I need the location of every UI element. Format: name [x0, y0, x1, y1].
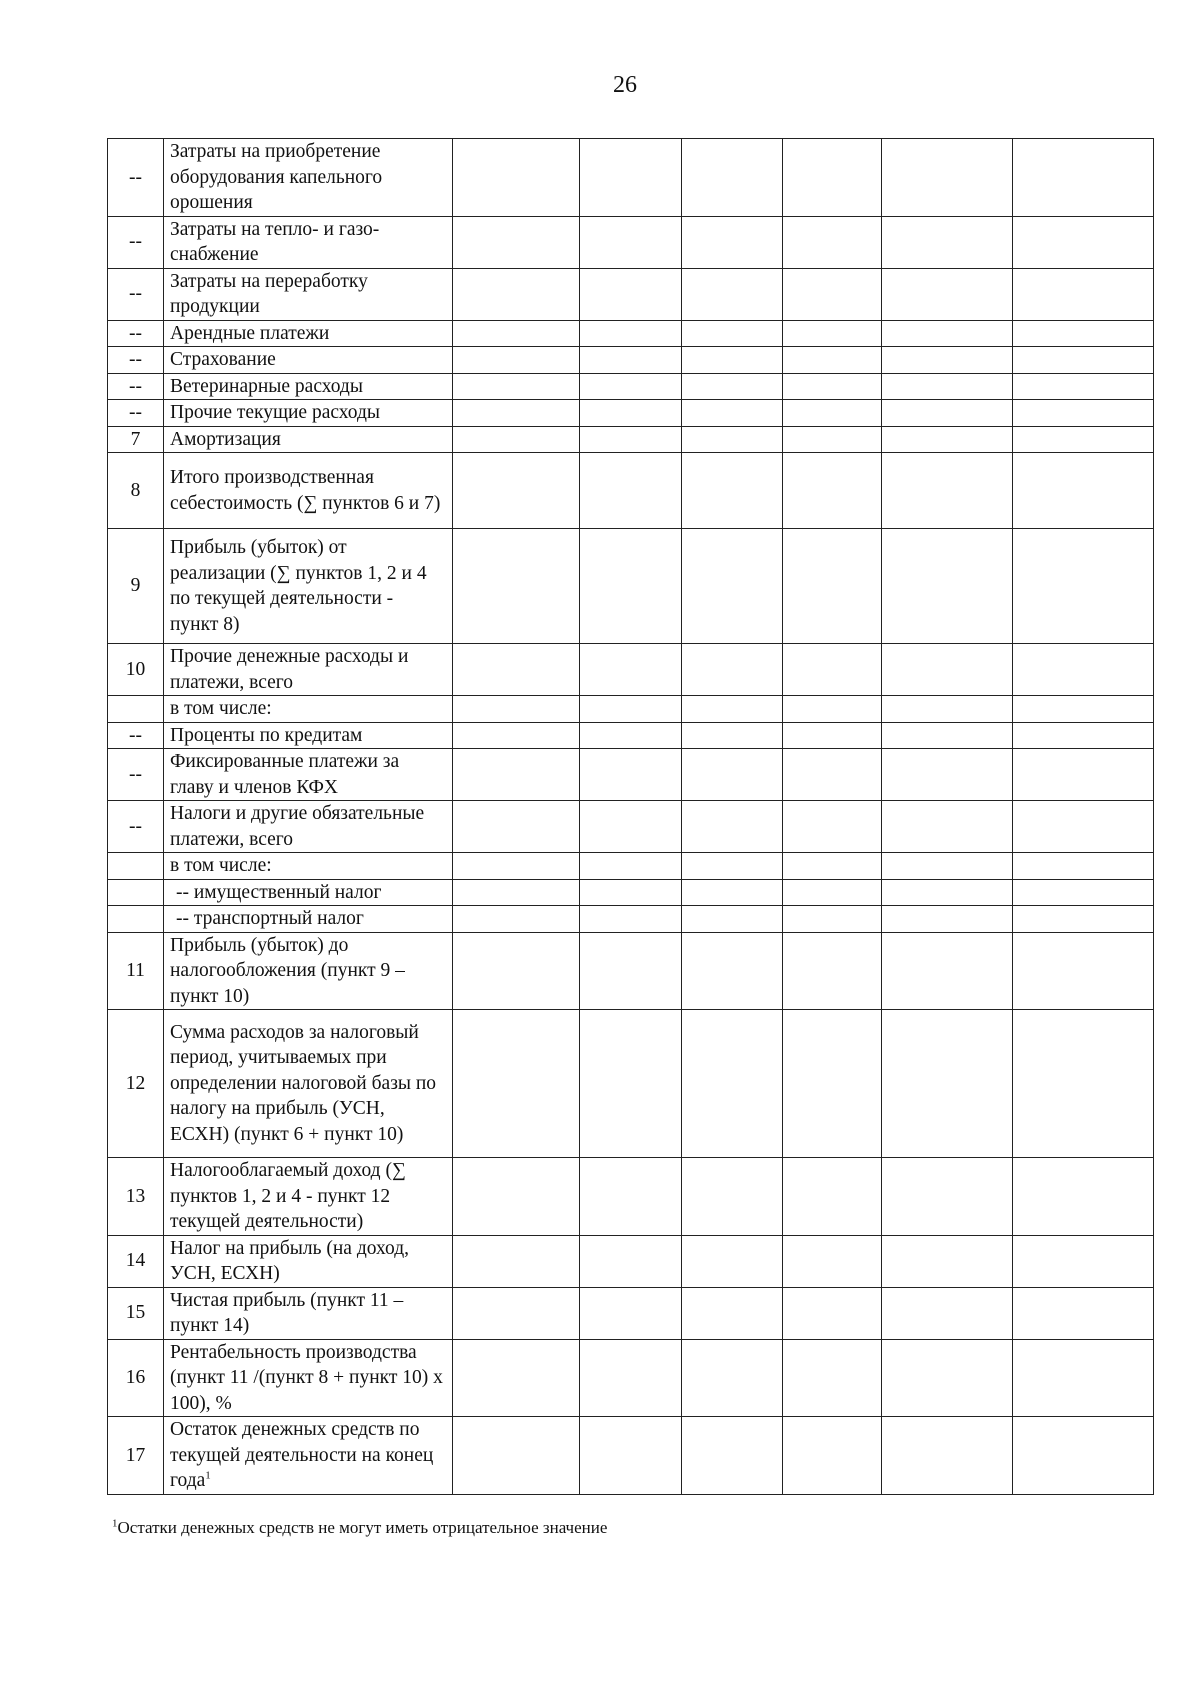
- value-cell: [1013, 453, 1154, 529]
- value-cell: [1013, 1417, 1154, 1495]
- footnote-mark: 1: [112, 1517, 118, 1530]
- value-cell: [783, 268, 882, 320]
- table-row: [108, 1235, 1154, 1287]
- value-cell: [580, 1158, 682, 1236]
- row-label-text: Арендные платежи: [170, 322, 330, 344]
- value-cell: [453, 268, 580, 320]
- row-label-text: Рентабельность производства (пункт 11 /(пункт 8 + пункт 10) х 100), %: [170, 1341, 443, 1414]
- row-label-text: в том числе:: [170, 698, 272, 719]
- value-cell: [580, 932, 682, 1010]
- table-row: [108, 749, 1154, 801]
- value-cell: [882, 347, 1013, 374]
- value-cell: [882, 529, 1013, 644]
- table-row: [108, 400, 1154, 427]
- value-cell: [783, 644, 882, 696]
- value-cell: [580, 879, 682, 906]
- value-cell: [682, 879, 783, 906]
- row-label: [164, 1417, 453, 1495]
- value-cell: [453, 932, 580, 1010]
- value-cell: [882, 932, 1013, 1010]
- row-label: [164, 139, 453, 217]
- table-row: [108, 1287, 1154, 1339]
- row-label-text: Страхование: [170, 349, 276, 370]
- value-cell: [1013, 347, 1154, 374]
- table-row: [108, 722, 1154, 749]
- row-label-text: Остаток денежных средств по текущей деятельности на конец года: [170, 1419, 434, 1491]
- value-cell: [783, 1417, 882, 1495]
- value-cell: [1013, 1339, 1154, 1417]
- row-number: --: [108, 749, 164, 801]
- row-label: [164, 801, 453, 853]
- value-cell: [580, 1417, 682, 1495]
- value-cell: [682, 453, 783, 529]
- value-cell: [453, 1158, 580, 1236]
- value-cell: [453, 879, 580, 906]
- table-row: [108, 1417, 1154, 1495]
- value-cell: [783, 1010, 882, 1158]
- value-cell: [882, 453, 1013, 529]
- row-number: [108, 853, 164, 880]
- value-cell: [580, 400, 682, 427]
- value-cell: [882, 696, 1013, 723]
- row-label-text: Чистая прибыль (пункт 11 – пункт 14): [170, 1289, 404, 1336]
- value-cell: [682, 801, 783, 853]
- value-cell: [783, 216, 882, 268]
- row-label-text: -- транспортный налог: [176, 908, 364, 929]
- value-cell: [882, 853, 1013, 880]
- row-label: [164, 1339, 453, 1417]
- value-cell: [580, 1339, 682, 1417]
- table-row: [108, 801, 1154, 853]
- value-cell: [580, 347, 682, 374]
- value-cell: [783, 722, 882, 749]
- value-cell: [882, 722, 1013, 749]
- value-cell: [882, 216, 1013, 268]
- table-row: [108, 529, 1154, 644]
- value-cell: [1013, 1010, 1154, 1158]
- value-cell: [882, 1010, 1013, 1158]
- row-label: [164, 853, 453, 880]
- value-cell: [580, 1287, 682, 1339]
- row-label-text: Сумма расходов за налоговый период, учитываемых при определении налоговой базы по налогу на прибыль (УСН, ЕСХН) (пункт 6 + пункт 10): [170, 1021, 437, 1145]
- value-cell: [783, 453, 882, 529]
- value-cell: [453, 216, 580, 268]
- table-row: [108, 216, 1154, 268]
- value-cell: [682, 749, 783, 801]
- value-cell: [783, 853, 882, 880]
- row-label: [164, 879, 453, 906]
- value-cell: [783, 1339, 882, 1417]
- table-row: [108, 320, 1154, 347]
- row-label-text: Итого производственная себестоимость (∑ пунктов 6 и 7): [170, 467, 441, 514]
- value-cell: [783, 1287, 882, 1339]
- value-cell: [682, 1235, 783, 1287]
- value-cell: [453, 426, 580, 453]
- row-label: [164, 529, 453, 644]
- value-cell: [1013, 1287, 1154, 1339]
- value-cell: [453, 853, 580, 880]
- value-cell: [580, 529, 682, 644]
- value-cell: [1013, 426, 1154, 453]
- table-row: [108, 453, 1154, 529]
- row-number: 10: [108, 644, 164, 696]
- value-cell: [783, 801, 882, 853]
- row-label-text: Проценты по кредитам: [170, 724, 363, 746]
- value-cell: [1013, 853, 1154, 880]
- value-cell: [580, 320, 682, 347]
- row-number: --: [108, 320, 164, 347]
- table-row: [108, 347, 1154, 374]
- value-cell: [580, 696, 682, 723]
- value-cell: [580, 1235, 682, 1287]
- value-cell: [783, 529, 882, 644]
- row-label: [164, 749, 453, 801]
- value-cell: [453, 400, 580, 427]
- row-label: [164, 347, 453, 374]
- row-label: [164, 216, 453, 268]
- value-cell: [453, 1287, 580, 1339]
- value-cell: [453, 1235, 580, 1287]
- row-label-text: -- имущественный налог: [176, 881, 382, 903]
- row-label-text: Затраты на тепло- и газо-снабжение: [170, 218, 380, 265]
- value-cell: [682, 853, 783, 880]
- value-cell: [682, 644, 783, 696]
- table-row: [108, 268, 1154, 320]
- row-label: [164, 1010, 453, 1158]
- row-number: --: [108, 722, 164, 749]
- value-cell: [1013, 749, 1154, 801]
- row-label-text: Затраты на переработку продукции: [170, 270, 368, 317]
- value-cell: [1013, 932, 1154, 1010]
- value-cell: [783, 749, 882, 801]
- value-cell: [783, 320, 882, 347]
- row-label-text: Затраты на приобретение оборудования капельного орошения: [170, 141, 383, 213]
- row-label: [164, 906, 453, 933]
- table-row: [108, 426, 1154, 453]
- value-cell: [682, 373, 783, 400]
- value-cell: [783, 879, 882, 906]
- row-label: [164, 268, 453, 320]
- row-label: [164, 696, 453, 723]
- value-cell: [453, 373, 580, 400]
- value-cell: [1013, 906, 1154, 933]
- value-cell: [580, 426, 682, 453]
- row-label-text: Амортизация: [170, 428, 281, 450]
- value-cell: [580, 453, 682, 529]
- row-label-text: в том числе:: [170, 855, 272, 876]
- financial-plan-table: [107, 138, 1154, 1495]
- value-cell: [783, 906, 882, 933]
- value-cell: [882, 1235, 1013, 1287]
- row-label: [164, 373, 453, 400]
- row-label: [164, 1158, 453, 1236]
- row-label-text: Прибыль (убыток) до налогообложения (пункт 9 – пункт 10): [170, 934, 405, 1007]
- value-cell: [882, 749, 1013, 801]
- value-cell: [682, 1287, 783, 1339]
- value-cell: [453, 1339, 580, 1417]
- financial-table-wrapper: [107, 138, 1153, 1495]
- value-cell: [1013, 801, 1154, 853]
- value-cell: [682, 696, 783, 723]
- value-cell: [882, 268, 1013, 320]
- row-number: --: [108, 268, 164, 320]
- table-row: [108, 644, 1154, 696]
- value-cell: [682, 1010, 783, 1158]
- value-cell: [453, 696, 580, 723]
- value-cell: [453, 644, 580, 696]
- value-cell: [682, 932, 783, 1010]
- row-label: [164, 644, 453, 696]
- value-cell: [1013, 1158, 1154, 1236]
- row-label: [164, 722, 453, 749]
- value-cell: [1013, 696, 1154, 723]
- value-cell: [580, 853, 682, 880]
- row-number: 8: [108, 453, 164, 529]
- value-cell: [882, 1287, 1013, 1339]
- value-cell: [783, 1158, 882, 1236]
- value-cell: [882, 801, 1013, 853]
- row-label: [164, 1235, 453, 1287]
- page-number: 26: [613, 72, 637, 98]
- table-row: [108, 1339, 1154, 1417]
- value-cell: [682, 139, 783, 217]
- value-cell: [1013, 644, 1154, 696]
- row-number: --: [108, 373, 164, 400]
- table-row: [108, 139, 1154, 217]
- row-number: --: [108, 347, 164, 374]
- value-cell: [682, 400, 783, 427]
- row-label: [164, 453, 453, 529]
- row-label: [164, 426, 453, 453]
- footnote-text: Остатки денежных средств не могут иметь отрицательное значение: [117, 1518, 608, 1537]
- table-row: [108, 879, 1154, 906]
- value-cell: [882, 400, 1013, 427]
- value-cell: [783, 696, 882, 723]
- row-number: 11: [108, 932, 164, 1010]
- value-cell: [1013, 268, 1154, 320]
- value-cell: [882, 1417, 1013, 1495]
- value-cell: [580, 749, 682, 801]
- value-cell: [783, 139, 882, 217]
- value-cell: [882, 426, 1013, 453]
- value-cell: [1013, 722, 1154, 749]
- footnote-reference: 1: [205, 1469, 211, 1482]
- row-number: 13: [108, 1158, 164, 1236]
- value-cell: [783, 932, 882, 1010]
- row-label-text: Фиксированные платежи за главу и членов КФХ: [170, 751, 400, 798]
- value-cell: [453, 801, 580, 853]
- value-cell: [783, 400, 882, 427]
- value-cell: [580, 373, 682, 400]
- row-number: 16: [108, 1339, 164, 1417]
- row-number: 17: [108, 1417, 164, 1495]
- value-cell: [682, 347, 783, 374]
- value-cell: [783, 426, 882, 453]
- value-cell: [882, 879, 1013, 906]
- table-row: [108, 1158, 1154, 1236]
- row-number: 14: [108, 1235, 164, 1287]
- row-number: --: [108, 801, 164, 853]
- row-number: --: [108, 139, 164, 217]
- row-label-text: Налог на прибыль (на доход, УСН, ЕСХН): [170, 1237, 410, 1284]
- row-number: --: [108, 400, 164, 427]
- value-cell: [453, 906, 580, 933]
- value-cell: [682, 906, 783, 933]
- value-cell: [1013, 400, 1154, 427]
- value-cell: [453, 1010, 580, 1158]
- value-cell: [882, 1339, 1013, 1417]
- value-cell: [1013, 216, 1154, 268]
- value-cell: [682, 268, 783, 320]
- table-row: [108, 906, 1154, 933]
- row-number: 9: [108, 529, 164, 644]
- value-cell: [882, 320, 1013, 347]
- value-cell: [1013, 139, 1154, 217]
- row-number: --: [108, 216, 164, 268]
- row-label-text: Налоги и другие обязательные платежи, всего: [170, 803, 425, 850]
- row-number: 7: [108, 426, 164, 453]
- value-cell: [1013, 1235, 1154, 1287]
- value-cell: [580, 801, 682, 853]
- row-label: [164, 932, 453, 1010]
- row-label-text: Прибыль (убыток) от реализации (∑ пунктов 1, 2 и 4 по текущей деятельности - пункт 8): [170, 537, 427, 635]
- value-cell: [882, 373, 1013, 400]
- value-cell: [882, 644, 1013, 696]
- row-label-text: Ветеринарные расходы: [170, 375, 363, 397]
- value-cell: [453, 749, 580, 801]
- value-cell: [682, 722, 783, 749]
- value-cell: [783, 347, 882, 374]
- table-row: [108, 1010, 1154, 1158]
- value-cell: [453, 1417, 580, 1495]
- value-cell: [1013, 529, 1154, 644]
- value-cell: [580, 722, 682, 749]
- value-cell: [882, 1158, 1013, 1236]
- value-cell: [580, 139, 682, 217]
- row-number: 15: [108, 1287, 164, 1339]
- value-cell: [682, 529, 783, 644]
- value-cell: [1013, 373, 1154, 400]
- value-cell: [580, 216, 682, 268]
- table-row: [108, 696, 1154, 723]
- value-cell: [1013, 320, 1154, 347]
- value-cell: [882, 906, 1013, 933]
- value-cell: [882, 139, 1013, 217]
- value-cell: [453, 453, 580, 529]
- value-cell: [453, 347, 580, 374]
- value-cell: [580, 906, 682, 933]
- value-cell: [453, 529, 580, 644]
- value-cell: [682, 1339, 783, 1417]
- table-row: [108, 373, 1154, 400]
- value-cell: [783, 1235, 882, 1287]
- row-number: [108, 696, 164, 723]
- row-label-text: Налогооблагаемый доход (∑ пунктов 1, 2 и 4 - пункт 12 текущей деятельности): [170, 1160, 406, 1232]
- row-label: [164, 320, 453, 347]
- value-cell: [453, 320, 580, 347]
- table-body: [108, 139, 1154, 1495]
- table-row: [108, 932, 1154, 1010]
- row-label-text: Прочие денежные расходы и платежи, всего: [170, 646, 409, 693]
- value-cell: [580, 1010, 682, 1158]
- value-cell: [1013, 879, 1154, 906]
- value-cell: [682, 1158, 783, 1236]
- value-cell: [783, 373, 882, 400]
- row-label-text: Прочие текущие расходы: [170, 402, 380, 423]
- value-cell: [453, 139, 580, 217]
- row-label: [164, 1287, 453, 1339]
- value-cell: [682, 1417, 783, 1495]
- value-cell: [453, 722, 580, 749]
- value-cell: [682, 216, 783, 268]
- value-cell: [580, 644, 682, 696]
- table-row: [108, 853, 1154, 880]
- value-cell: [580, 268, 682, 320]
- footnote: [112, 1518, 607, 1538]
- row-label: [164, 400, 453, 427]
- row-number: [108, 906, 164, 933]
- row-number: 12: [108, 1010, 164, 1158]
- value-cell: [682, 426, 783, 453]
- value-cell: [682, 320, 783, 347]
- row-number: [108, 879, 164, 906]
